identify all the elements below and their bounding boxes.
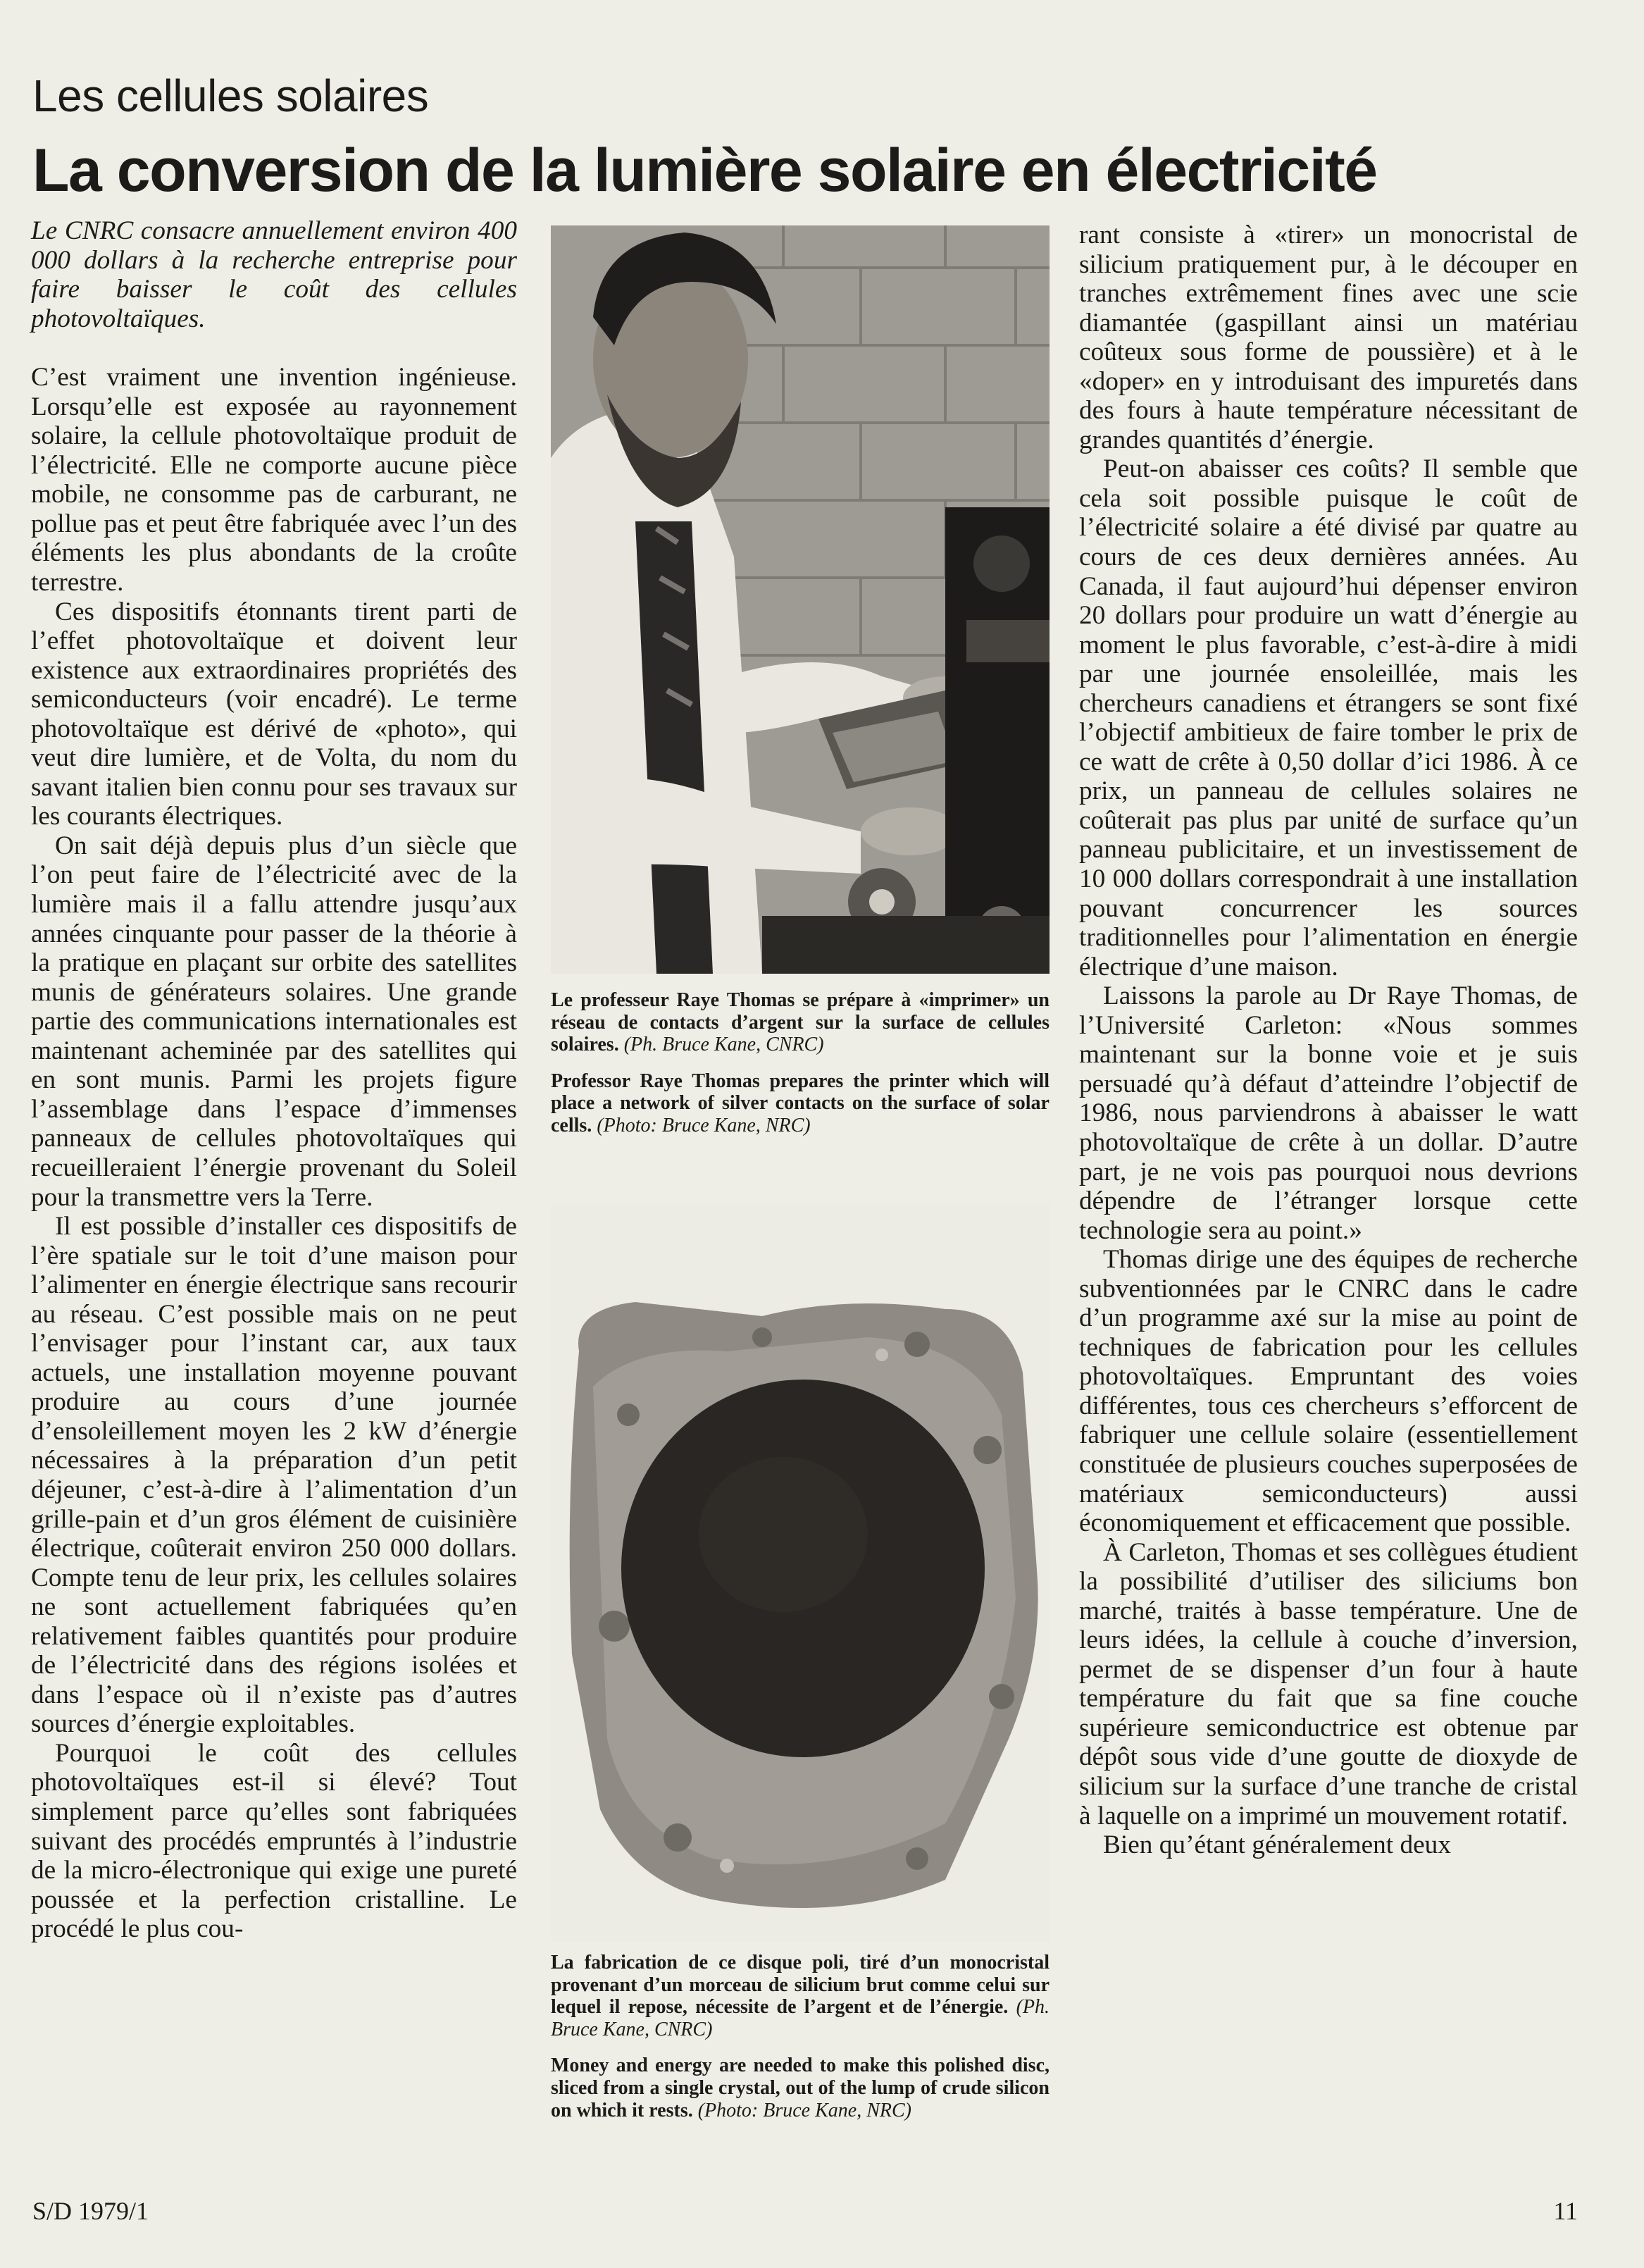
caption-text: Money and energy are needed to make this polished disc, sliced from a single crystal, out of the lump of crude silicon on which it rests. — [551, 2055, 1050, 2121]
page-number: 11 — [1553, 2197, 1578, 2225]
body-paragraph: Pourquoi le coût des cellules photovoltaïques est-il si élevé? Tout simplement parce qu’elles sont fabriquées suivant des procédés empruntés à l’industrie de la micro-électronique qui exige une pureté poussée et la perfection cristalline. Le procédé le plus cou- — [31, 1738, 517, 1944]
caption-english — [551, 2055, 1050, 2121]
body-paragraph: Thomas dirige une des équipes de recherche subventionnées par le CNRC dans le cadre d’un programme axé sur la mise au point de techniques de fabrication pour les cellules photovoltaïques. Empruntant des voies différentes, tous ces chercheurs s’efforcent de fabriquer une cellule solaire (essentiellement constituée de plusieurs couches superposées de matériaux semiconducteurs) aussi économiquement et efficacement que possible. — [1079, 1245, 1578, 1538]
body-paragraph: À Carleton, Thomas et ses collègues étudient la possibilité d’utiliser des siliciums bon marché, traités à basse température. Une de leurs idées, la cellule à couche d’inversion, permet de se dispenser d’un four à haute température du fait que sa fine couche supérieure semiconductrice est obtenue par dépôt sous vide d’une goutte de dioxyde de silicium sur la surface d’une tranche de cristal à laquelle on a imprimé un mouvement rotatif. — [1079, 1537, 1578, 1830]
caption-text: Le professeur Raye Thomas se prépare à «imprimer» un réseau de contacts d’argent sur la surface de cellules solaires. — [551, 989, 1050, 1056]
article-title: La conversion de la lumière solaire en électricité — [32, 137, 1377, 204]
issue-label: S/D 1979/1 — [32, 2197, 149, 2225]
photo-professor-illustration — [551, 225, 1050, 974]
photo-silicon-illustration — [551, 1203, 1050, 1941]
photo-silicon-disc — [551, 1203, 1050, 1941]
body-paragraph: Laissons la parole au Dr Raye Thomas, de l’Université Carleton: «Nous sommes maintenant sur la bonne voie et je suis persuadé qu’à défaut d’atteindre l’objectif de 1986, nous parviendrons à abaisser le watt photovoltaïque de crête à un dollar. D’autre part, je ne vois pas pourquoi nous devrions dépendre de l’étranger lorsque cette technologie sera au point.» — [1079, 981, 1578, 1245]
body-paragraph: Bien qu’étant généralement deux — [1103, 1830, 1451, 1860]
body-paragraph: Il est possible d’installer ces dispositifs de l’ère spatiale sur le toit d’une maison pour l’alimenter en énergie électrique sans recourir au réseau. C’est possible mais on ne peut l’envisager pour l’instant car, aux taux actuels, une installation moyenne pouvant produire au cours d’une journée d’ensoleillement moyen les 2 kW d’énergie nécessaires à la préparation d’un petit déjeuner, c’est-à-dire à l’alimentation d’un grille-pain et d’un gros élément de cuisinière électrique, coûterait environ 250 000 dollars. Compte tenu de leur prix, les cellules solaires ne sont actuellement fabriquées qu’en relativement faibles quantités pour produire de l’électricité dans des régions isolées et dans l’espace où il n’existe pas d’autres sources d’énergie exploitables. — [31, 1212, 517, 1739]
photo-credit: (Ph. Bruce Kane, CNRC) — [623, 1034, 824, 1056]
caption-text: La fabrication de ce disque poli, tiré d’un monocristal provenant d’un morceau de silicium brut comme celui sur lequel il repose, nécessite de l’argent et de l’énergie. — [551, 1952, 1050, 2019]
article-column-3 — [1079, 221, 1578, 1860]
caption-text: Professor Raye Thomas prepares the printer which will place a network of silver contacts on the surface of solar cells. — [551, 1070, 1050, 1136]
caption-english — [551, 1070, 1050, 1137]
body-paragraph: C’est vraiment une invention ingénieuse. Lorsqu’elle est exposée au rayonnement solaire, la cellule photovoltaïque produit de l’électricité. Elle ne comporte aucune pièce mobile, ne consomme pas de carburant, ne pollue pas et peut être fabriquée avec l’un des éléments les plus abondants de la croûte terrestre. — [31, 363, 517, 597]
section-kicker: Les cellules solaires — [32, 70, 429, 121]
body-paragraph: rant consiste à «tirer» un monocristal de silicium pratiquement pur, à le découper en tranches extrêmement fines avec une scie diamantée (gaspillant ainsi un matériau coûteux sous forme de poussière) et à le «doper» en y introduisant des impuretés dans des fours à haute température nécessitant de grandes quantités d’énergie. — [1079, 221, 1578, 454]
photo-credit: (Photo: Bruce Kane, NRC) — [697, 2099, 911, 2121]
photo-caption-2 — [551, 1952, 1050, 2136]
body-paragraph: Ces dispositifs étonnants tirent parti de l’effet photovoltaïque et doivent leur existence aux extraordinaires propriétés des semiconducteurs (voir encadré). Le terme photovoltaïque est dérivé de «photo», qui veut dire lumière, et de Volta, du nom du savant italien bien connu pour ses travaux sur les courants électriques. — [31, 597, 517, 831]
lead-paragraph: Le CNRC consacre annuellement environ 400 000 dollars à la recherche entreprise pour faire baisser le coût des cellules photovoltaïques. — [31, 216, 517, 333]
body-paragraph: Peut-on abaisser ces coûts? Il semble que cela soit possible puisque le coût de l’électricité solaire a été divisé par quatre au cours de ces deux dernières années. Au Canada, il faut aujourd’hui dépenser environ 20 dollars pour produire un watt d’énergie au moment le plus favorable, c’est-à-dire à midi par une journée ensoleillée, mais les chercheurs canadiens et étrangers se sont fixé l’objectif ambitieux de faire tomber le prix de ce watt de crête à 0,50 dollar d’ici 1986. À ce prix, un panneau de cellules solaires ne coûterait pas plus par unité de surface qu’un panneau publicitaire, et un investissement de 10 000 dollars correspondrait à une installation pouvant concurrencer les sources traditionnelles pour l’alimentation en énergie électrique d’une maison. — [1079, 454, 1578, 981]
caption-french — [551, 1952, 1050, 2040]
article-column-1 — [31, 216, 517, 1944]
photo-professor-thomas — [551, 225, 1050, 974]
body-paragraph: On sait déjà depuis plus d’un siècle que l’on peut faire de l’électricité avec de la lumière mais il a fallu attendre jusqu’aux années cinquante pour passer de la théorie à la pratique en plaçant sur orbite des satellites munis de générateurs solaires. Une grande partie des communications internationales est maintenant acheminée par des satellites qui en sont munis. Parmi les projets figure l’assemblage dans l’espace d’immenses panneaux de cellules photovoltaïques qui recueilleraient l’énergie provenant du Soleil pour la transmettre vers la Terre. — [31, 831, 517, 1212]
caption-french — [551, 989, 1050, 1056]
photo-credit: (Photo: Bruce Kane, NRC) — [597, 1114, 811, 1136]
photo-caption-1 — [551, 989, 1050, 1151]
photo-credit: (Ph. Bruce Kane, CNRC) — [551, 1996, 1050, 2040]
